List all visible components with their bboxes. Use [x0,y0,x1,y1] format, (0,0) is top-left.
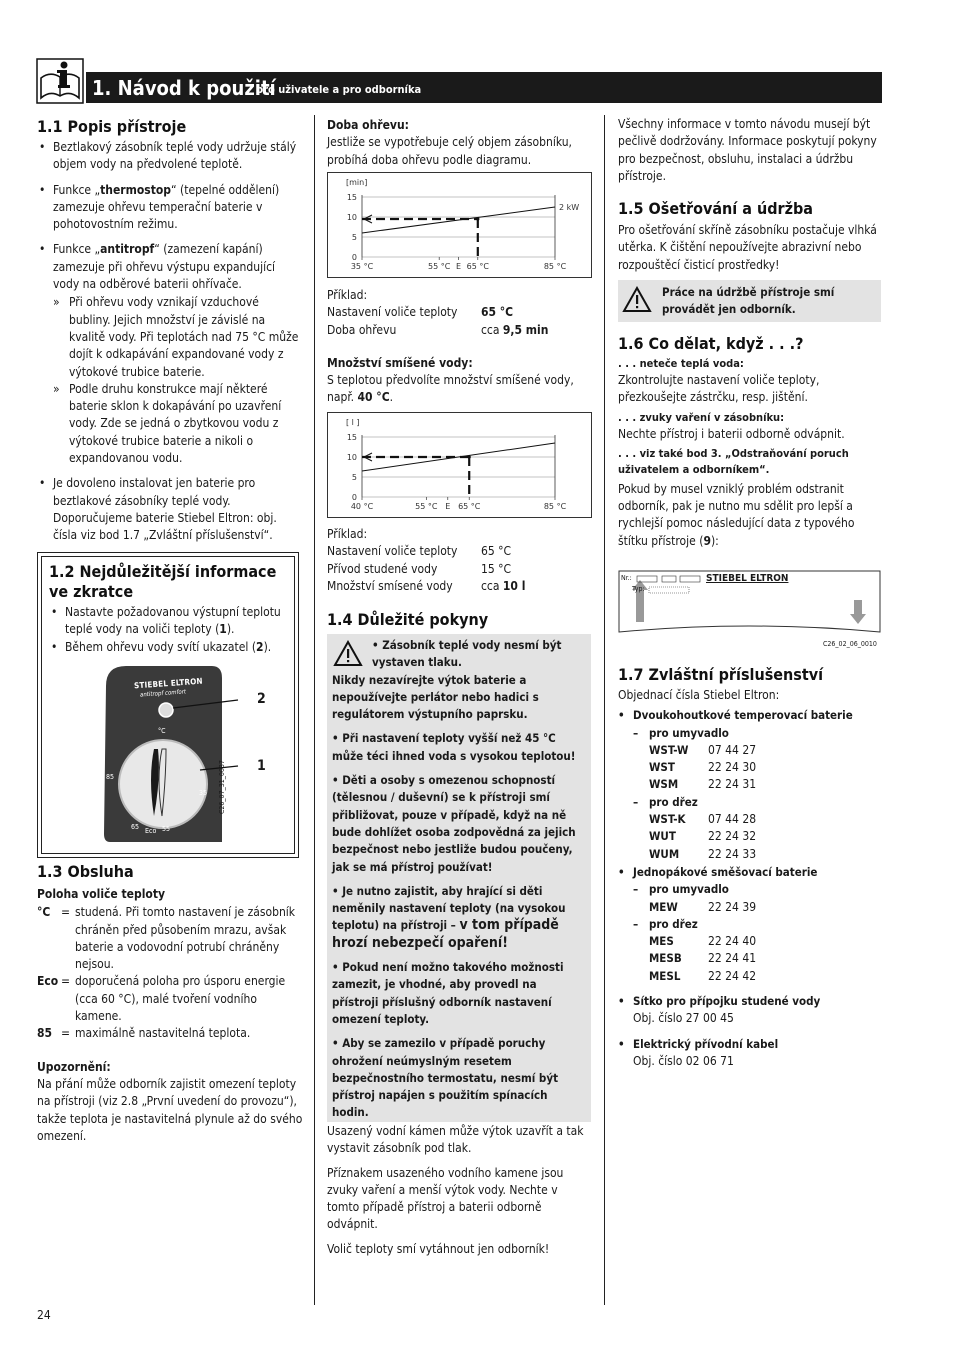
model-name: MESL [649,968,681,983]
section-1-6-title: 1.6 Co dělat, když . . .? [618,334,804,353]
x-tick-label: 35 °C [350,262,374,271]
x-tick-label: 65 °C [458,502,481,511]
section-1-5-title: 1.5 Ošetřování a údržba [618,199,813,219]
x-tick-label: E [455,262,462,271]
accessory-group: • Sítko pro přípojku studené vody [618,994,821,1009]
model-name: MEW [649,899,678,914]
model-name: MESB [649,951,682,966]
plate-type-label: Typ: [632,585,645,593]
warning-text: • Pokud není možno takového možnosti zamezit, je vhodné, aby provedl na přístroji příslušný odborník nastavení omezení teploty. [332,960,564,1026]
x-tick-label: 55 °C [428,262,451,271]
accessory-items [618,899,881,916]
table-row: Eco = doporučená poloha pro úsporu energie (cca 60 °C), malé tvoření vodního kamene. [37,974,286,1024]
example-2 [327,526,592,595]
heating-time-text: Jestliže se vypotřebuje celý objem zásobníku, probíhá doba ohřevu podle diagramu. [327,135,572,167]
x-tick-label: 85 °C [543,502,567,511]
plate-nr-label: Nr.: [621,574,632,582]
list-item [618,828,881,845]
section-1-6 [618,334,881,550]
table-row: Přívod studené vody 15 °C [327,561,512,576]
column-divider [314,115,315,1305]
list-item [618,950,881,967]
y-axis-unit: [min] [346,178,368,187]
plate-brand: STIEBEL ELTRON [706,573,789,584]
manual-icon [36,58,84,104]
question: . . . viz také bod 3. „Odstraňování poruch uživatelem a odborníkem“. [618,446,849,476]
warning-text: Nikdy nezavírejte výtok baterie a nepoužívejte perlátor nebo hadici s regulátorem výstupního paprsku. [332,672,539,722]
section-1-4-title: 1.4 Důležité pokyny [327,610,489,629]
accessory-subgroup: – pro umyvadlo [633,882,729,897]
y-tick-label: 15 [346,193,357,202]
list-item: • Je dovoleno instalovat jen baterie pro beztlakové zásobníky teplé vody. Doporučujeme baterie Stiebel Eltron: obj. čísla viz bod 1.7 „Zvláštní příslušenství“. [37,475,303,544]
question: . . . zvuky vaření v zásobníku: [618,410,785,424]
dial-model: antitropf comfort [139,688,187,699]
order-number: 07 44 27 [708,742,757,757]
accessory-group: • Jednopákové směšovací baterie [618,864,818,879]
intro-text: Všechny informace v tomto návodu musejí být pečlivě dodržovány. Informace poskytují pokyny pro bezpečnost, obsluhu, instalaci a údržbu přístroje. [618,117,877,183]
example-label: Příklad: [327,527,368,541]
paragraph: Volič teploty smí vytáhnout jen odborník! [327,1241,550,1256]
warning-icon [622,286,652,317]
dial-mark-65: 65 [131,823,140,831]
example-2-table [327,543,525,595]
section-1-3-title: 1.3 Obsluha [37,862,134,881]
model-name: WUM [649,846,680,861]
paragraph: Usazený vodní kámen může výtok uzavřít a tak vystavit zásobník pod tlak. [327,1124,584,1156]
accessory-group: • Elektrický přívodní kabel [618,1036,779,1051]
section-1-7-title: 1.7 Zvláštní příslušenství [618,665,824,684]
order-number: 22 24 39 [708,899,757,914]
warning-text: • Zásobník teplé vody nesmí být vystaven tlaku. [372,638,562,670]
list-item: » Podle druhu konstrukce mají některé baterie sklon k dokapávání po uzavření vody. Zde se jedná o zbytkovou vodu z výtokové trubice baterie a nikoli o expandovanou vodu. [53,381,303,467]
safety-warnings-box [327,634,591,1122]
x-tick-label: 55 °C [415,502,438,511]
answer: Pokud by musel vzniklý problém odstranit odborník, pak je nutno mu sdělit pro lepší a rychlejší pomoc následující data z typového štítku přístroje (9): [618,481,855,548]
x-tick-label: 85 °C [543,262,567,271]
accessory-items [618,811,881,863]
list-item: • Během ohřevu vody svítí ukazatel (2). [49,639,289,656]
section-1-3 [37,862,303,1145]
accessory-items [618,742,881,794]
example-point [468,455,471,458]
order-number: 22 24 40 [708,934,757,949]
selector-position-heading: Poloha voliče teploty [37,887,166,901]
mixed-water-heading: Množství smíšené vody: [327,355,473,370]
dial-unit: °C [158,727,166,735]
order-number: 22 24 41 [708,951,757,966]
section-1-2-title: 1.2 Nejdůležitější informace ve zkratce [49,562,277,601]
dial-mark-35: 35 [199,789,208,797]
section-1-7 [618,665,881,1070]
section-1-2-box [37,552,299,858]
list-item [618,759,881,776]
figure-code: C26_07_31_0037 [218,760,226,814]
selector-positions-table [37,904,303,1042]
warning-text: • Děti a osoby s omezenou schopností (tělesnou / duševní) se k přístroji smí přibližovat, pouze v případě, když na ně bude dohlížet osoba zodpovědná za jejich bezpečnost nebo jestliže budou poučeny, jak se má přístroj používat! [332,773,576,874]
list-item [618,776,881,793]
warning-text: • Je nutno zajistit, aby hrající si děti neměnily nastavení teploty (na vysokou teplotu) na přístroji – v tom případě hrozí nebezpečí opaření! [332,883,566,951]
list-item [618,968,881,985]
description-list [37,139,303,545]
y-tick-label: 10 [346,213,357,222]
y-axis-unit: [ l ] [346,418,360,427]
notice-heading: Upozornění: [37,1059,111,1074]
accessory-items [618,933,881,985]
example-point [476,217,479,220]
mixed-water-text: S teplotou předvolíte množství smíšené vody, např. 40 °C. [327,373,574,405]
limescale-notes [327,1123,592,1258]
accessory-group: • Dvoukohoutkové temperovací baterie [618,708,853,723]
dial-mark-85: 85 [106,773,115,781]
column-3 [618,116,881,274]
y-tick-label: 0 [351,493,357,502]
example-1-table [327,304,548,339]
example-1 [327,287,592,407]
care-text: Pro ošetřování skříně zásobníku postačuje vlhká utěrka. K čištění nepoužívejte abrazivní nebo rozpouštěcí čisticí prostředky! [618,223,877,272]
heating-time-chart [327,172,592,278]
order-numbers-intro: Objednací čísla Stiebel Eltron: [618,688,780,702]
model-name: WST [649,760,675,775]
list-item: • Funkce „thermostop“ (tepelné oddělení) zamezuje ohřevu temperační baterie v pohotovostním režimu. [37,182,303,234]
y-tick-label: 15 [346,433,357,442]
type-plate-illustration [618,570,881,636]
x-tick-label: E [445,502,451,511]
model-name: WST-W [649,742,689,757]
question: . . . neteče teplá voda: [618,357,744,370]
maintenance-warning-box [618,280,881,322]
control-panel-illustration [100,666,276,846]
list-item: » Při ohřevu vody vznikají vzduchové bubliny. Jejich množství je závislé na kvalitě vody. Při teplotách nad 75 °C může dojít k odkapávání expandované vody z výtokové trubice baterie. [53,294,303,380]
figure-code: C26_02_06_0010 [823,640,877,648]
mixed-water-chart [327,412,592,518]
order-number: 22 24 42 [708,968,757,983]
page-number: 24 [37,1308,51,1322]
page-title: 1. Návod k použití [92,76,276,100]
accessory-subgroup: – pro umyvadlo [633,725,729,740]
list-item [618,742,881,759]
series-label: 2 kW [559,203,580,212]
list-item: • Nastavte požadovanou výstupní teplotu teplé vody na voliči teploty (1). [49,604,289,639]
list-item: • Beztlakový zásobník teplé vody udržuje stálý objem vody na předvolené teplotě. [37,139,303,174]
dial-brand: STIEBEL ELTRON [133,676,203,691]
list-item [618,846,881,863]
order-number: 22 24 31 [708,777,757,792]
callout-selector: 1 [257,758,266,774]
column-divider [604,115,605,1305]
warning-text: • Aby se zamezilo v případě poruchy ohrožení neúmyslným resetem bezpečnostního termostatu, nesmí být přístroj napájen s použitím spínacích hodin. [332,1036,559,1120]
order-number: 22 24 33 [708,846,757,861]
sub-list [53,294,303,467]
answer: Zkontrolujte nastavení voliče teploty, přezkoušejte zástrčku, resp. jištění. [618,373,820,405]
section-1-1-title: 1.1 Popis přístroje [37,117,187,136]
quick-info-list [49,604,289,656]
header-bar [86,72,882,103]
table-row: Nastavení voliče teploty 65 °C [327,305,514,320]
table-row: Doba ohřevu cca 9,5 min [327,322,549,337]
y-tick-label: 10 [346,453,357,462]
table-row: °C = studená. Při tomto nastavení je zásobník chráněn před působením mrazu, avšak baterie a vodovodní potrubí chráněny nejsou. [37,905,296,972]
heating-time-heading: Doba ohřevu: [327,118,409,132]
table-row: Nastavení voliče teploty 65 °C [327,544,512,559]
y-tick-label: 5 [351,233,357,242]
order-number: Obj. číslo 02 06 71 [633,1053,734,1068]
answer: Nechte přístroj i baterii odborně odvápnit. [618,426,845,441]
x-tick-label: 40 °C [350,502,374,511]
paragraph: Příznakem usazeného vodního kamene jsou zvuky vaření a menší výtok vody. Nechte v tomto případě přístroj a baterii odborně odvápnit. [327,1165,564,1232]
model-name: WSM [649,777,679,792]
order-number: Obj. číslo 27 00 45 [633,1011,734,1026]
accessories-list [618,707,881,1070]
example-label: Příklad: [327,288,368,302]
order-number: 07 44 28 [708,812,757,827]
model-name: MES [649,934,674,949]
order-number: 22 24 30 [708,760,757,775]
table-row: Množství smísené vody cca 10 l [327,578,526,593]
accessory-subgroup: – pro dřez [633,916,698,931]
y-tick-label: 0 [351,253,357,262]
list-item [618,811,881,828]
list-item [618,899,881,916]
list-item: • Funkce „antitropf“ (zamezení kapání) zamezuje při ohřevu výstupu expandující vody na odběrové baterii ohřívače. » Při ohřevu vody vznikají vzduchové bubliny. Jejich množství je závislé na kvalitě vody. Při teplotách nad 75 °C může dojít k odkapávání expandované vody z výtokové trubice baterie. » Podle druhu konstrukce mají některé baterie sklon k dokapávání po uzavření vody. Zde se jedná o zbytkovou vodu z výtokové trubice baterie a nikoli o expandovanou vodu. [37,241,303,467]
list-item [618,933,881,950]
column-2 [327,117,592,169]
maintenance-warning-text: Práce na údržbě přístroje smí provádět jen odborník. [662,285,835,317]
callout-indicator: 2 [257,691,266,707]
column-1 [37,117,303,545]
warning-text: • Při nastavení teploty vyšší než 45 °C může téci ihned voda s vysokou teplotou! [332,731,576,763]
table-row: 85 = maximálně nastavitelná teplota. [37,1026,251,1041]
model-name: WST-K [649,812,686,827]
x-tick-label: 65 °C [466,262,489,271]
model-name: WUT [649,829,676,844]
dial-mark-55: 55 [162,825,171,833]
order-number: 22 24 32 [708,829,757,844]
dial-mark-eco: Eco [145,827,157,835]
page-subtitle: pro uživatele a pro odborníka [256,83,422,96]
notice-text: Na přání může odborník zajistit omezení teploty na přístroji (viz 2.8 „První uvedení do provozu“), takže teplota je nastavitelná plynule až do svého omezení. [37,1076,303,1143]
y-tick-label: 5 [351,473,357,482]
accessory-subgroup: – pro dřez [633,794,698,809]
